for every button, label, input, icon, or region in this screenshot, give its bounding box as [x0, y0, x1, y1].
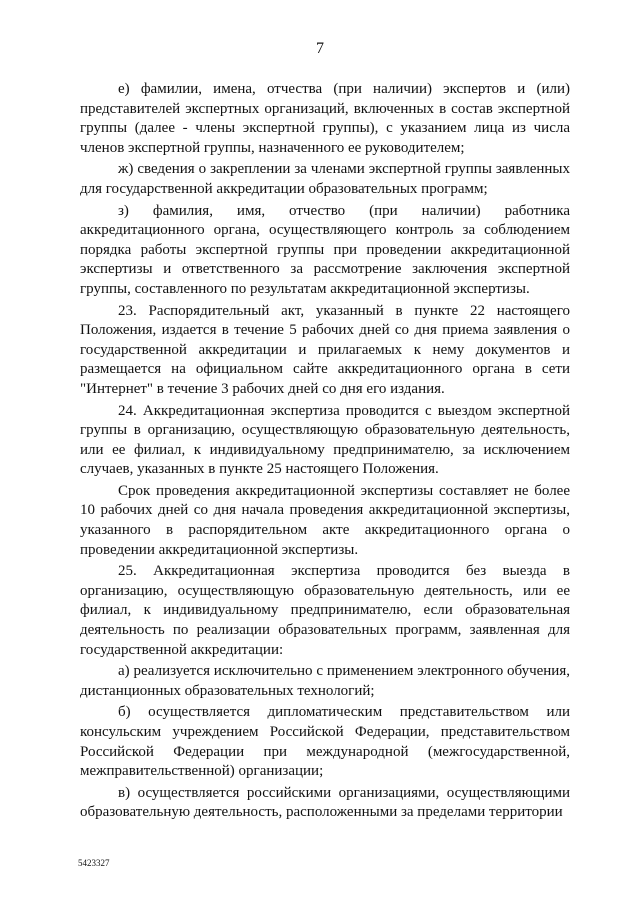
paragraph-25-v: в) осуществляется российскими организациями, осуществляющими образовательную деятельность, расположенными за пределами территории	[80, 784, 570, 821]
page-number: 7	[316, 40, 324, 57]
paragraph-23: 23. Распорядительный акт, указанный в пункте 22 настоящего Положения, издается в течение 5 рабочих дней со дня приема заявления о государственной аккредитации и прилагаемых к нему документов и размещается на официальном сайте аккредитационного органа в сети "Интернет" в течение 3 рабочих дней со дня его издания.	[80, 302, 570, 397]
paragraph-e: е) фамилии, имена, отчества (при наличии) экспертов и (или) представителей экспертных организаций, включенных в состав экспертной группы (далее - члены экспертной группы), с указанием лица из числа членов экспертной группы, назначенного ее руководителем;	[80, 81, 570, 156]
document-body	[80, 80, 570, 825]
document-code: 5423327	[78, 858, 110, 868]
paragraph-z: з) фамилия, имя, отчество (при наличии) работника аккредитационного органа, осуществляющего контроль за соблюдением порядка работы экспертной группы при проведении аккредитационной экспертизы и ответственного за рассмотрение заключения экспертной группы, составленного по результатам аккредитационной экспертизы.	[80, 202, 570, 297]
paragraph-25: 25. Аккредитационная экспертиза проводится без выезда в организацию, осуществляющую образовательную деятельность, или ее филиал, к индивидуальному предпринимателю, если образовательная деятельность по реализации образовательных программ, заявленная для государственной аккредитации:	[80, 563, 570, 658]
paragraph-24-term: Срок проведения аккредитационной экспертизы составляет не более 10 рабочих дней со дня начала проведения аккредитационной экспертизы, указанного в распорядительном акте аккредитационного органа о проведении аккредитационной экспертизы.	[80, 482, 570, 558]
paragraph-25-a: а) реализуется исключительно с применением электронного обучения, дистанционных образовательных технологий;	[80, 663, 570, 699]
paragraph-25-b: б) осуществляется дипломатическим представительством или консульским учреждением Российской Федерации, представительством Российской Федерации при международной (межгосударственной, межправительственной) организации;	[80, 704, 570, 780]
paragraph-24: 24. Аккредитационная экспертиза проводится с выездом экспертной группы в организацию, осуществляющую образовательную деятельность, или ее филиал, к индивидуальному предпринимателю, за исключением случаев, указанных в пункте 25 настоящего Положения.	[80, 402, 570, 478]
paragraph-zh: ж) сведения о закреплении за членами экспертной группы заявленных для государственной аккредитации образовательных программ;	[80, 161, 570, 197]
